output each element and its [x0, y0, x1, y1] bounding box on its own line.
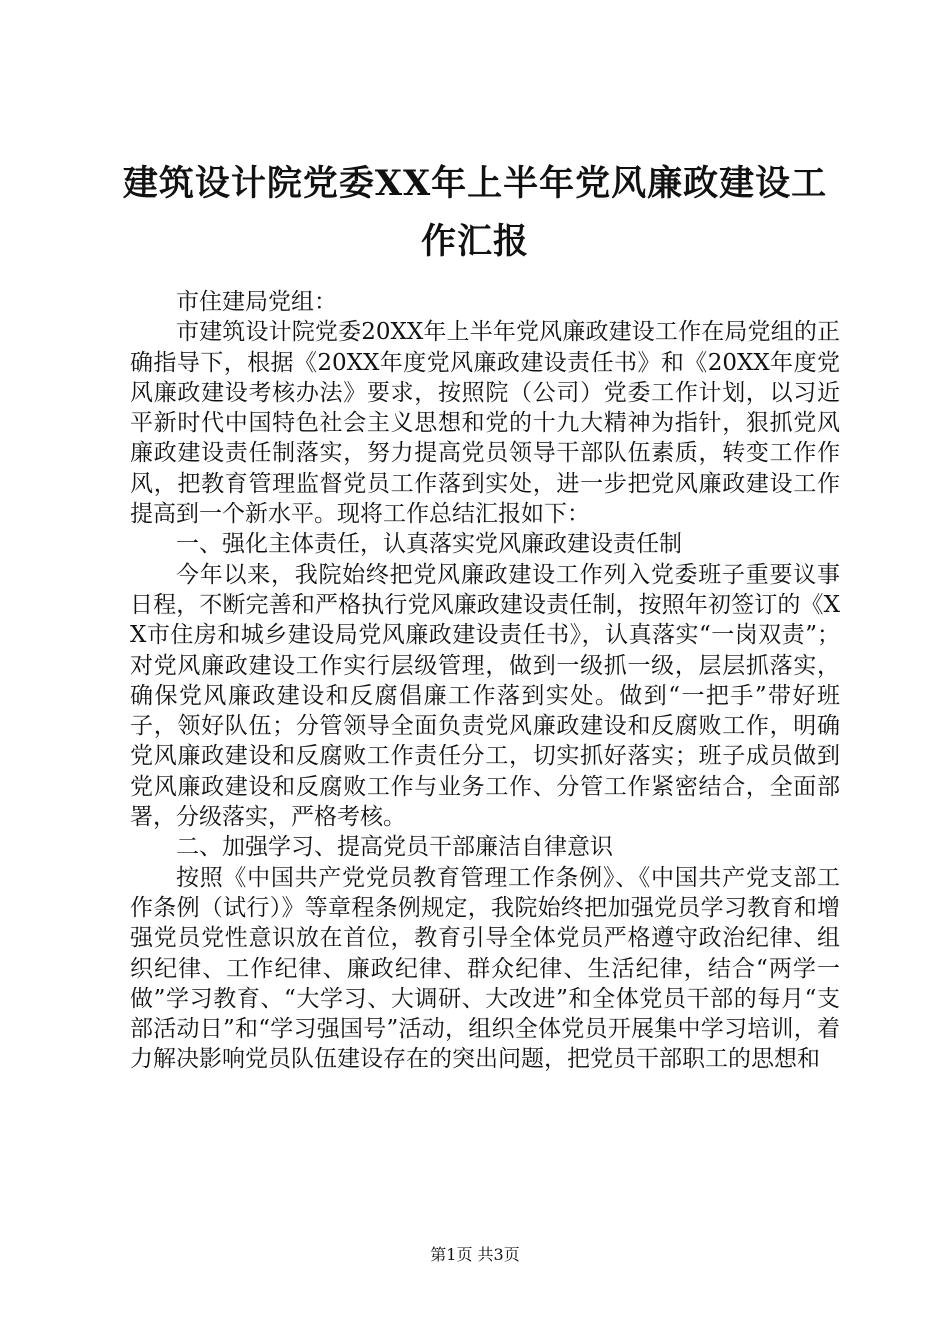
section-heading-1: 一、强化主体责任，认真落实党风廉政建设责任制 — [176, 531, 682, 558]
document-title — [120, 155, 830, 271]
section-1-paragraph: 今年以来，我院始终把党风廉政建设工作列入党委班子重要议事日程，不断完善和严格执行党风廉政建设责任制，按照年初签订的《XX市住房和城乡建设局党风廉政建设责任书》，认真落实“一岗双责”；对党风廉政建设工作实行层级管理，做到一级抓一级，层层抓落实，确保党风廉政建设和反腐倡廉工作落到实处。做到“一把手”带好班子，领好队伍；分管领导全面负责党风廉政建设和反腐败工作，明确党风廉政建设和反腐败工作责任分工，切实抓好落实；班子成员做到党风廉政建设和反腐败工作与业务工作、分管工作紧密结合，全面部署，分级落实，严格考核。 — [130, 561, 840, 831]
section-2-paragraph: 按照《中国共产党党员教育管理工作条例》、《中国共产党支部工作条例（试行）》等章程条例规定，我院始终把加强党员学习教育和增强党员党性意识放在首位，教育引导全体党员严格遵守政治纪律、组织纪律、工作纪律、廉政纪律、群众纪律、生活纪律，结合“两学一做”学习教育、“大学习、大调研、大改进”和全体党员干部的每月“支部活动日”和“学习强国号”活动，组织全体党员开展集中学习培训，着力解决影响党员队伍建设存在的突出问题，把党员干部职工的思想和 — [130, 864, 840, 1073]
intro-paragraph: 市建筑设计院党委20XX年上半年党风廉政建设工作在局党组的正确指导下，根据《20XX年度党风廉政建设责任书》和《20XX年度党风廉政建设考核办法》要求，按照院（公司）党委工作计划，以习近平新时代中国特色社会主义思想和党的十九大精神为指针，狠抓党风廉政建设责任制落实，努力提高党员领导干部队伍素质，转变工作作风，把教育管理监督党员工作落到实处，进一步把党风廉政建设工作提高到一个新水平。现将工作总结汇报如下： — [130, 319, 840, 528]
salutation: 市住建局党组： — [176, 289, 337, 315]
title-line-2: 作汇报 — [420, 221, 529, 262]
title-line-1: 建筑设计院党委XX年上半年党风廉政建设工 — [122, 163, 828, 204]
section-heading-2: 二、加强学习、提高党员干部廉洁自律意识 — [176, 834, 613, 861]
page-number-footer: 第1页 共3页 — [430, 1245, 520, 1264]
document-body — [130, 287, 840, 1075]
